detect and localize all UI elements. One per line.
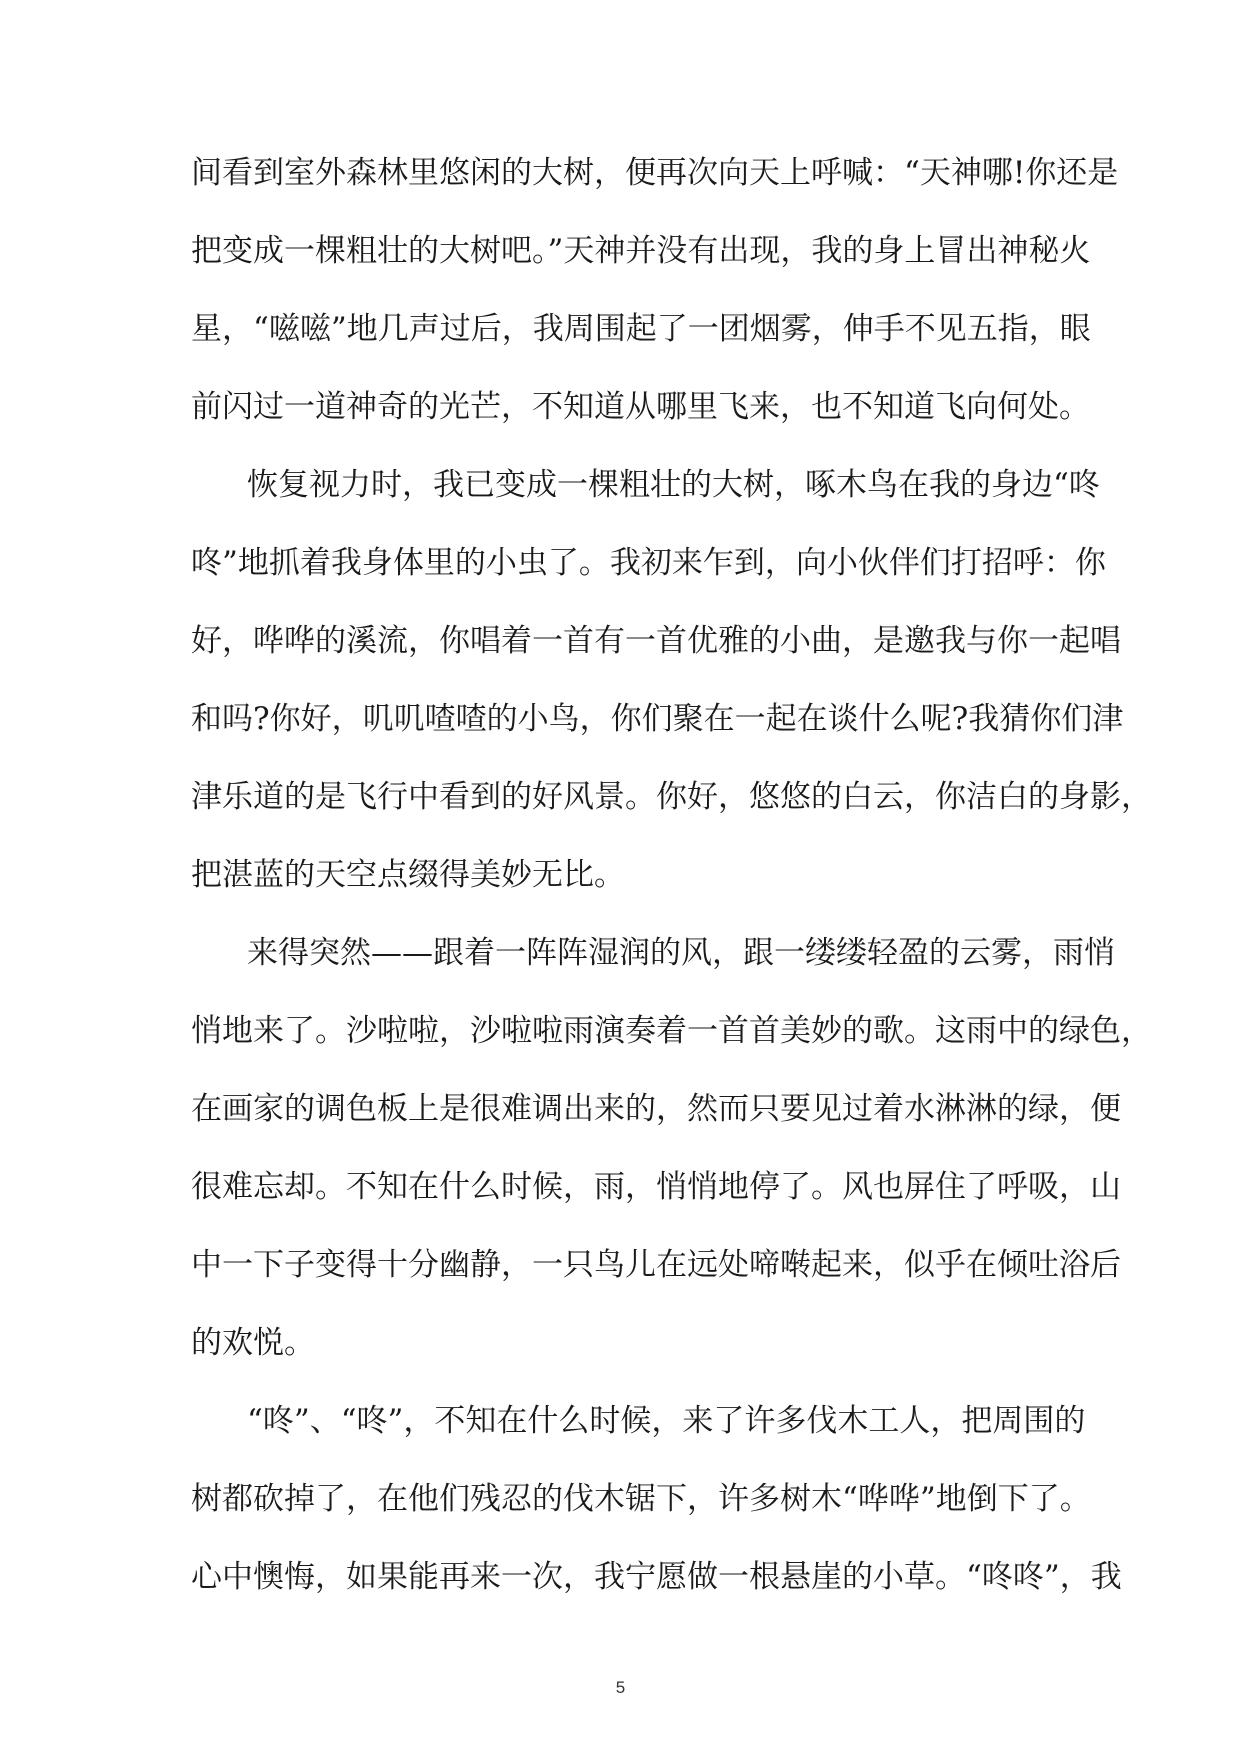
text-line: 在画家的调色板上是很难调出来的，然而只要见过着水淋淋的绿，便: [191, 1091, 1121, 1127]
text-line: 星，“嗞嗞”地几声过后，我周围起了一团烟雾，伸手不见五指，眼: [191, 311, 1091, 347]
text-line: 和吗?你好，叽叽喳喳的小鸟，你们聚在一起在谈什么呢?我猜你们津: [191, 701, 1124, 737]
text-line: 前闪过一道神奇的光芒，不知道从哪里飞来，也不知道飞向何处。: [191, 389, 1090, 425]
text-line: 中一下子变得十分幽静，一只鸟儿在远处啼啭起来，似乎在倾吐浴后: [191, 1247, 1121, 1283]
page-number: 5: [615, 1678, 626, 1697]
text-line: 好，哗哗的溪流，你唱着一首有一首优雅的小曲，是邀我与你一起唱: [191, 623, 1121, 659]
text-line: 把变成一棵粗壮的大树吧。”天神并没有出现，我的身上冒出神秘火: [191, 233, 1091, 269]
body-text: [191, 134, 1152, 1616]
text-line: 很难忘却。不知在什么时候，雨，悄悄地停了。风也屏住了呼吸，山: [191, 1169, 1121, 1205]
text-line: 恢复视力时，我已变成一棵粗壮的大树，啄木鸟在我的身边“咚: [247, 467, 1100, 503]
text-line: 的欢悦。: [191, 1325, 315, 1361]
text-line: “咚”、“咚”，不知在什么时候，来了许多伐木工人，把周围的: [247, 1403, 1086, 1439]
text-line: 把湛蓝的天空点缀得美妙无比。: [191, 857, 625, 893]
text-line: 来得突然——跟着一阵阵湿润的风，跟一缕缕轻盈的云雾，雨悄: [247, 935, 1115, 971]
text-line: 津乐道的是飞行中看到的好风景。你好，悠悠的白云，你洁白的身影，: [191, 779, 1152, 815]
text-line: 间看到室外森林里悠闲的大树，便再次向天上呼喊：“天神哪!你还是: [191, 155, 1119, 191]
text-line: 咚”地抓着我身体里的小虫了。我初来乍到，向小伙伴们打招呼：你: [191, 545, 1106, 581]
text-line: 悄地来了。沙啦啦，沙啦啦雨演奏着一首首美妙的歌。这雨中的绿色，: [191, 1013, 1152, 1049]
text-line: 心中懊悔，如果能再来一次，我宁愿做一根悬崖的小草。“咚咚”，我: [191, 1559, 1122, 1595]
text-line: 树都砍掉了，在他们残忍的伐木锯下，许多树木“哗哗”地倒下了。: [191, 1481, 1091, 1517]
